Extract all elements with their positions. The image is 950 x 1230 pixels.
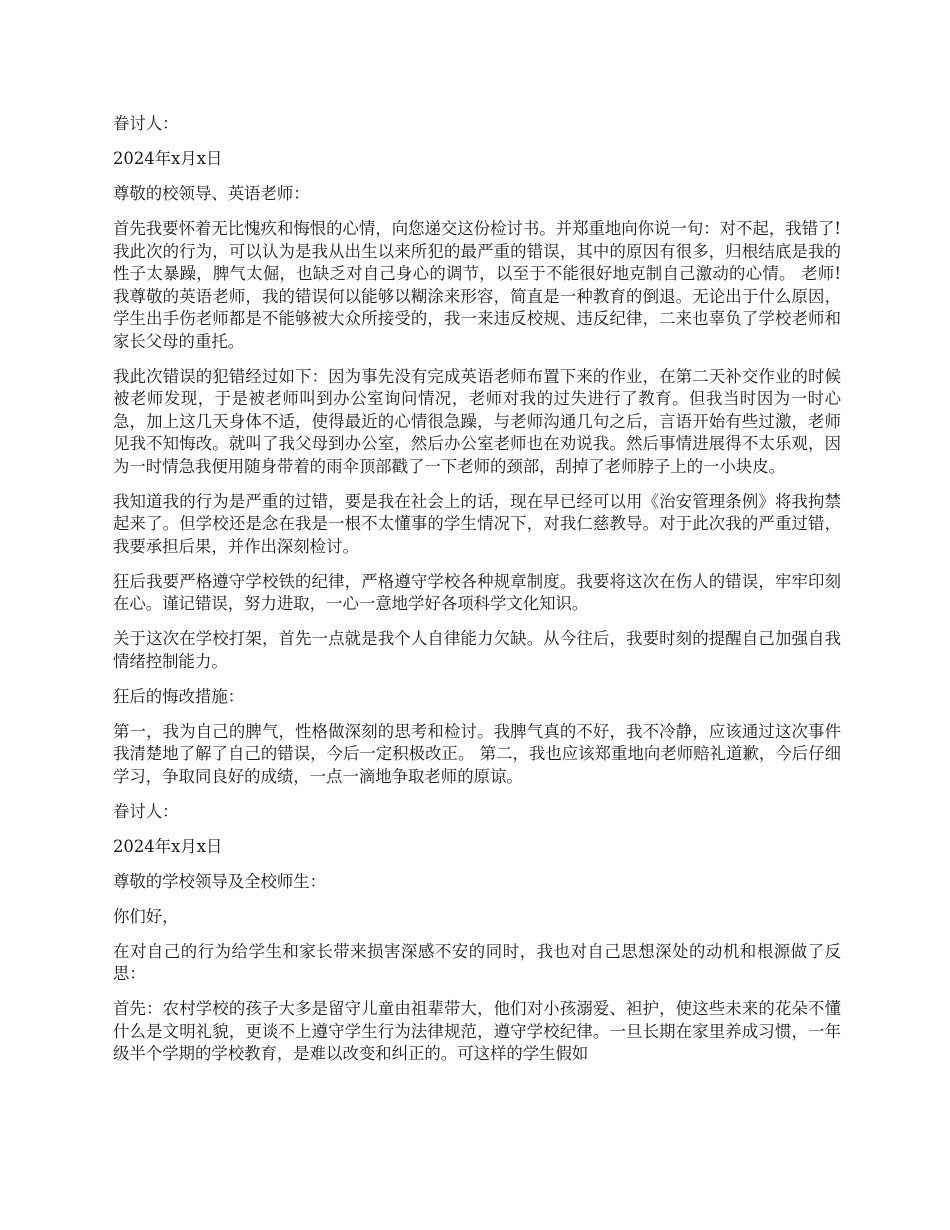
section-heading: 狂后的悔改措施： xyxy=(113,686,245,706)
greeting: 你们好， xyxy=(113,906,179,926)
date-line: 2024年x月x日 xyxy=(113,836,223,856)
signature-label: 眷讨人： xyxy=(113,801,179,821)
salutation: 尊敬的校领导、英语老师： xyxy=(113,184,310,203)
body-paragraph: 关于这次在学校打架，首先一点就是我个人自律能力欠缺。从今往后，我要时刻的提醒自己加强自我情绪控制能力。 xyxy=(113,629,841,671)
document-body xyxy=(113,113,841,1078)
body-paragraph: 首先我要怀着无比愧疚和悔恨的心情，向您递交这份检讨书。并郑重地向你说一句：对不起，我错了!我此次的行为，可以认为是我从出生以来所犯的最严重的错误，其中的原因有很多，归根结底是我的性子太暴躁，脾气太倔，也缺乏对自己身心的调节，以至于不能很好地克制自己激动的心情。 老师!我尊敬的英语老师，我的错误何以能够以糊涂来形容，简直是一种教育的倒退。无论出于什么原因，学生出手伤老师都是不能够被大众所接受的，我一来违反校规、违反纪律，二来也辜负了学校老师和家长父母的重托。 xyxy=(113,219,841,351)
salutation: 尊敬的学校领导及全校师生： xyxy=(113,871,327,891)
body-paragraph: 我此次错误的犯错经过如下：因为事先没有完成英语老师布置下来的作业，在第二天补交作业的时候被老师发现，于是被老师叫到办公室询问情况，老师对我的过失进行了教育。但我当时因为一时心急，加上这几天身体不适，使得最近的心情很急躁，与老师沟通几句之后，言语开始有些过激，老师见我不知悔改。就叫了我父母到办公室，然后办公室老师也在劝说我。然后事情进展得不太乐观，因为一时情急我便用随身带着的雨伞顶部戳了一下老师的颈部，刮掉了老师脖子上的一小块皮。 xyxy=(113,366,841,476)
body-paragraph: 我知道我的行为是严重的过错，要是我在社会上的话，现在早已经可以用《治安管理条例》将我拘禁起来了。但学校还是念在我是一根不太懂事的学生情况下，对我仁慈教导。对于此次我的严重过错，我要承担后果，并作出深刻检讨。 xyxy=(113,491,841,556)
signature-label: 眷讨人： xyxy=(113,114,179,133)
body-paragraph: 首先：农村学校的孩子大多是留守儿童由祖辈带大，他们对小孩溺爱、袒护，使这些未来的花朵不懂什么是文明礼貌，更谈不上遵守学生行为法律规范，遵守学校纪律。一旦长期在家里养成习惯，一年级半个学期的学校教育，是难以改变和纠正的。可这样的学生假如 xyxy=(113,999,841,1063)
body-paragraph: 狂后我要严格遵守学校铁的纪律，严格遵守学校各种规章制度。我要将这次在伤人的错误，牢牢印刻在心。谨记错误，努力进取，一心一意地学好各项科学文化知识。 xyxy=(113,571,841,613)
body-paragraph: 在对自己的行为给学生和家长带来损害深感不安的同时，我也对自己思想深处的动机和根源做了反思： xyxy=(113,941,841,983)
date-line: 2024年x月x日 xyxy=(113,149,223,168)
body-paragraph: 第一，我为自己的脾气，性格做深刻的思考和检讨。我脾气真的不好，我不冷静，应该通过这次事件我清楚地了解了自己的错误，今后一定积极改正。 第二，我也应该郑重地向老师赔礼道歉，今后仔细学习，争取同良好的成绩，一点一滴地争取老师的原谅。 xyxy=(113,721,841,786)
